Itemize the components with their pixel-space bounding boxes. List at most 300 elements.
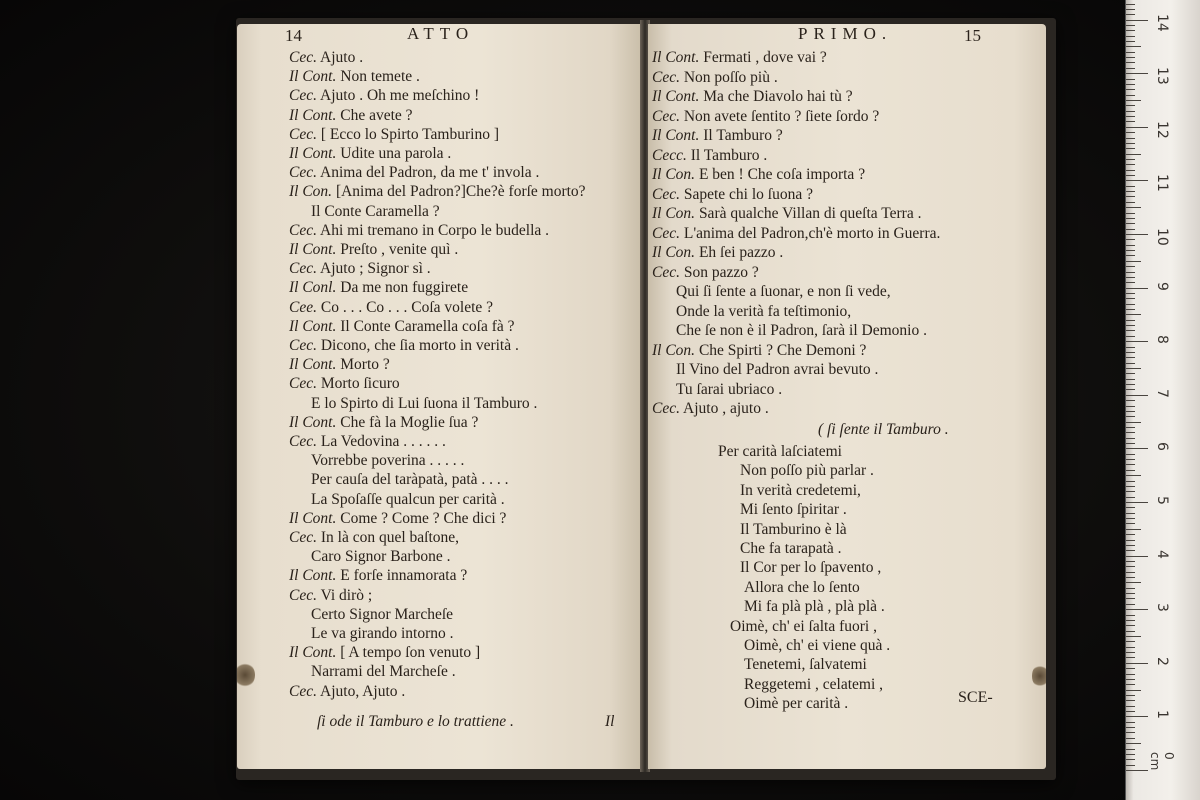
ruler-tick: [1126, 502, 1148, 503]
ruler-tick: [1126, 277, 1135, 278]
stage-direction: ſi ode il Tamburo e lo trattiene .: [317, 713, 514, 730]
ruler-tick: [1126, 239, 1135, 240]
aria-line: In verità credetemi,: [740, 481, 861, 499]
ruler-tick: [1126, 320, 1135, 321]
line-text: Che Spirti ? Che Demoni ?: [698, 341, 867, 359]
text-line: [289, 182, 586, 201]
ruler-tick: [1126, 41, 1135, 42]
text-line: [289, 278, 468, 297]
line-text: Onde la verità fa teſtimonio,: [676, 302, 852, 320]
ruler-tick: [1126, 143, 1135, 144]
line-text: [Anima del Padron?]Che?è forſe morto?: [335, 183, 586, 201]
text-line: [676, 282, 891, 301]
ruler-tick: [1126, 759, 1135, 760]
speaker-name: Cec.: [652, 68, 680, 86]
ruler-tick: [1126, 620, 1135, 621]
line-text: Il Tamburo ?: [703, 127, 783, 144]
ruler-tick: [1126, 711, 1135, 712]
line-text: Il Tamburo .: [690, 146, 768, 164]
ruler-tick: [1126, 159, 1135, 160]
ruler-tick: [1126, 400, 1135, 401]
text-line: [311, 624, 453, 643]
speaker-name: Il Con.: [652, 341, 696, 359]
text-line: [311, 662, 456, 681]
ruler-tick: [1126, 722, 1135, 723]
text-line: [311, 605, 453, 624]
ruler-number: 8: [1154, 335, 1170, 345]
aria-line: Tenetemi, ſalvatemi: [744, 656, 867, 674]
ruler-tick: [1126, 706, 1135, 707]
ruler-tick: [1126, 481, 1135, 482]
ruler-tick: [1126, 298, 1135, 299]
line-text: L'anima del Padron,ch'è morto in Guerra.: [683, 224, 941, 242]
line-text: Caro Signor Barbone .: [311, 548, 451, 566]
ruler-tick: [1126, 62, 1135, 63]
ruler-tick: [1126, 754, 1135, 755]
speaker-name: Cec.: [289, 433, 317, 450]
text-line: [652, 87, 853, 106]
ruler-tick: [1126, 336, 1135, 337]
text-line: [652, 126, 783, 145]
line-text: Che fà la Moglie ſua ?: [340, 413, 479, 431]
ruler-tick: [1126, 384, 1135, 385]
speaker-name: Il Cont.: [652, 88, 700, 105]
text-line: [652, 165, 865, 184]
line-text: Ajuto ; Signor sì .: [320, 260, 431, 278]
speaker-name: Il Cont.: [289, 567, 337, 585]
ruler-tick: [1126, 690, 1141, 691]
aria-line: Mi fa plà plà , plà plà .: [744, 598, 885, 616]
line-text: Il Vino del Padron avrai bevuto .: [676, 361, 879, 378]
speaker-name: Il Cont.: [289, 145, 337, 162]
speaker-name: Il Conl.: [289, 279, 337, 297]
ruler-tick: [1126, 223, 1135, 224]
text-line: [652, 263, 759, 282]
text-line: [289, 509, 506, 528]
line-text: Non avete ſentito ? ſiete ſordo ?: [683, 107, 880, 125]
paper-stain: [237, 662, 255, 688]
text-line: [311, 470, 509, 489]
ruler-tick: [1126, 132, 1135, 133]
ruler-tick: [1126, 770, 1148, 771]
line-text: Ajuto . Oh me meſchino !: [320, 87, 480, 105]
ruler-tick: [1126, 138, 1135, 139]
text-line: [289, 566, 467, 585]
line-text: Ajuto .: [320, 49, 364, 66]
line-text: [ Ecco lo Spirto Tamburino ]: [320, 125, 499, 143]
ruler-tick: [1126, 540, 1135, 541]
ruler-tick: [1126, 154, 1141, 155]
ruler-tick: [1126, 529, 1141, 530]
ruler-number: 6: [1154, 442, 1170, 452]
ruler-tick: [1126, 309, 1135, 310]
ruler-tick: [1126, 732, 1135, 733]
ruler-tick: [1126, 68, 1135, 69]
ruler-tick: [1126, 36, 1135, 37]
speaker-name: Cec.: [289, 164, 317, 182]
ruler-tick: [1126, 325, 1135, 326]
ruler-number: 1: [1154, 710, 1170, 720]
speaker-name: Il Cont.: [652, 127, 700, 144]
speaker-name: Cec.: [289, 682, 317, 700]
ruler-tick: [1126, 272, 1135, 273]
text-line: [289, 643, 480, 662]
ruler-tick: [1126, 545, 1135, 546]
ruler-number: 3: [1154, 603, 1170, 613]
text-line: [652, 399, 769, 418]
text-line: [289, 106, 413, 125]
ruler-tick: [1126, 432, 1135, 433]
left-page-number: 14: [285, 26, 302, 45]
line-text: La Spoſaſſe qualcun per carità .: [311, 490, 505, 508]
line-text: Vorrebbe poverina . . . . .: [311, 452, 465, 470]
ruler-tick: [1126, 765, 1135, 766]
line-text: In là con quel baſtone,: [320, 529, 460, 546]
text-line: [289, 144, 451, 163]
ruler-tick: [1126, 663, 1148, 664]
ruler-tick: [1126, 116, 1135, 117]
ruler-tick: [1126, 631, 1135, 632]
line-text: Per cauſa del taràpatà, patà . . . .: [311, 471, 509, 489]
text-line: [289, 682, 405, 701]
speaker-name: Il Cont.: [289, 413, 337, 431]
ruler-number: 11: [1154, 174, 1170, 193]
ruler-tick: [1126, 4, 1135, 5]
ruler-tick: [1126, 191, 1135, 192]
ruler-tick: [1126, 716, 1148, 717]
speaker-name: Cec.: [289, 221, 317, 239]
speaker-name: Cec.: [289, 337, 317, 354]
speaker-name: Il Con.: [652, 244, 696, 261]
text-line: [289, 336, 519, 355]
line-text: Ma che Diavolo hai tù ?: [703, 88, 853, 105]
ruler-tick: [1126, 379, 1135, 380]
text-line: [652, 224, 940, 243]
line-text: Vi dirò ;: [320, 586, 373, 604]
ruler-tick: [1126, 636, 1141, 637]
line-text: Ajuto, Ajuto .: [320, 682, 406, 700]
ruler-tick: [1126, 470, 1135, 471]
text-line: [311, 451, 464, 470]
line-text: E ben ! Che coſa importa ?: [698, 166, 866, 183]
ruler-tick: [1126, 218, 1135, 219]
ruler-tick: [1126, 598, 1135, 599]
aria-line: Reggetemi , celatemi ,: [744, 675, 884, 693]
speaker-name: Cec.: [652, 263, 680, 281]
ruler-tick: [1126, 556, 1148, 557]
ruler-tick: [1126, 513, 1135, 514]
line-text: Morto ſicuro: [320, 375, 400, 393]
ruler-tick: [1126, 170, 1135, 171]
ruler-tick: [1126, 518, 1135, 519]
ruler-tick: [1126, 25, 1135, 26]
line-text: Tu ſarai ubriaco .: [676, 380, 783, 398]
ruler-tick: [1126, 330, 1135, 331]
text-line: [311, 490, 505, 509]
ruler-tick: [1126, 609, 1148, 610]
text-line: [289, 374, 400, 393]
ruler-number: 10: [1154, 228, 1170, 246]
ruler-tick: [1126, 438, 1135, 439]
aria-line: Non poſſo più parlar .: [740, 462, 874, 480]
ruler-tick: [1126, 196, 1135, 197]
ruler-tick: [1126, 561, 1135, 562]
ruler-number: 9: [1154, 281, 1170, 291]
speaker-name: Il Cont.: [289, 241, 337, 258]
ruler-tick: [1126, 100, 1141, 101]
ruler-tick: [1126, 105, 1135, 106]
line-text: Preſto , venite quì .: [340, 241, 459, 258]
ruler-tick: [1126, 427, 1135, 428]
ruler-number: 2: [1154, 656, 1170, 666]
ruler-tick: [1126, 282, 1135, 283]
line-text: Anima del Padron, da me t' involа .: [320, 164, 540, 182]
catchword: Il: [605, 713, 615, 730]
ruler-tick: [1126, 749, 1135, 750]
speaker-name: Cecc.: [652, 146, 687, 164]
line-text: Ajuto , ajuto .: [683, 400, 769, 417]
line-text: E lo Spirto di Lui ſuona il Tamburo .: [311, 394, 538, 412]
aria-line: Oimè, ch' ei ſalta fuori ,: [730, 617, 877, 635]
ruler-tick: [1126, 668, 1135, 669]
ruler-tick: [1126, 202, 1135, 203]
catchword: SCE-: [958, 689, 993, 706]
line-text: Da me non fuggirete: [340, 279, 469, 297]
left-page: [237, 24, 642, 769]
text-line: [652, 68, 778, 87]
ruler-tick: [1126, 73, 1148, 74]
text-line: [289, 163, 539, 182]
ruler-tick: [1126, 486, 1135, 487]
measuring-ruler: [1125, 0, 1200, 800]
ruler-tick: [1126, 79, 1135, 80]
speaker-name: Il Cont.: [289, 644, 337, 662]
speaker-name: Cec.: [652, 185, 680, 203]
text-line: [289, 298, 493, 317]
text-line: [289, 432, 446, 451]
line-text: Che avete ?: [340, 106, 413, 124]
stage-direction: ( ſi ſente il Tamburo .: [818, 421, 949, 438]
ruler-tick: [1126, 523, 1135, 524]
speaker-name: Il Con.: [652, 166, 696, 183]
ruler-tick: [1126, 652, 1135, 653]
line-text: Certo Signor Marcheſe: [311, 605, 454, 623]
line-text: Udite una parola .: [340, 145, 452, 162]
speaker-name: Il Cont.: [289, 356, 337, 374]
speaker-name: Il Con.: [652, 205, 696, 222]
aria-line: Per carità laſciatemi: [718, 443, 842, 460]
ruler-tick: [1126, 352, 1135, 353]
ruler-tick: [1126, 615, 1135, 616]
ruler-tick: [1126, 475, 1141, 476]
left-head-title: ATTO: [407, 24, 475, 43]
ruler-tick: [1126, 213, 1135, 214]
ruler-tick: [1126, 255, 1135, 256]
line-text: Non temete .: [340, 68, 420, 86]
ruler-tick: [1126, 357, 1135, 358]
aria-line: Oimè per carità .: [744, 695, 849, 713]
right-head-title: PRIMO.: [798, 24, 893, 43]
ruler-tick: [1126, 186, 1135, 187]
ruler-tick: [1126, 148, 1135, 149]
speaker-name: Il Con.: [289, 183, 333, 201]
ruler-tick: [1126, 641, 1135, 642]
line-text: La Vedovina . . . . . .: [320, 433, 446, 450]
speaker-name: Cec.: [289, 375, 317, 393]
ruler-number: 13: [1154, 67, 1170, 86]
text-line: [289, 317, 515, 336]
text-line: [676, 380, 782, 399]
line-text: Le va girando intorno .: [311, 625, 454, 642]
text-line: [289, 528, 459, 547]
ruler-tick: [1126, 111, 1135, 112]
speaker-name: Cec.: [652, 400, 680, 417]
line-text: Narrami del Marcheſe .: [311, 663, 456, 681]
ruler-tick: [1126, 604, 1135, 605]
ruler-number: 7: [1154, 388, 1170, 398]
ruler-tick: [1126, 416, 1135, 417]
speaker-name: Il Cont.: [289, 106, 337, 124]
speaker-name: Cec.: [289, 49, 317, 66]
line-text: [ A tempo ſon venuto ]: [340, 644, 481, 662]
right-page: [648, 24, 1046, 769]
ruler-tick: [1126, 566, 1135, 567]
text-line: [311, 202, 440, 221]
ruler-tick: [1126, 577, 1135, 578]
line-text: Fermati , dove vai ?: [703, 49, 827, 66]
line-text: Come ? Come ? Che dici ?: [340, 509, 507, 527]
ruler-tick: [1126, 443, 1135, 444]
aria-line: Che fa tarapatà .: [740, 540, 842, 557]
ruler-tick: [1126, 314, 1141, 315]
text-line: [652, 48, 827, 67]
paper-stain: [1032, 664, 1046, 688]
ruler-tick: [1126, 20, 1148, 21]
ruler-tick: [1126, 95, 1135, 96]
right-page-number: 15: [964, 26, 981, 45]
text-line: [676, 302, 851, 321]
line-text: Sarà qualche Villan di queſta Terra .: [698, 205, 922, 222]
speaker-name: Cec.: [652, 107, 680, 125]
ruler-tick: [1126, 406, 1135, 407]
ruler-tick: [1126, 363, 1135, 364]
ruler-tick: [1126, 411, 1135, 412]
aria-line: Il Tamburino è là: [740, 520, 847, 538]
ruler-tick: [1126, 582, 1141, 583]
ruler-tick: [1126, 304, 1135, 305]
text-line: [289, 586, 372, 605]
aria-line: Mi ſento ſpiritar .: [740, 501, 847, 519]
ruler-tick: [1126, 373, 1135, 374]
ruler-tick: [1126, 389, 1135, 390]
ruler-tick: [1126, 491, 1135, 492]
ruler-tick: [1126, 459, 1135, 460]
ruler-tick: [1126, 293, 1135, 294]
ruler-tick: [1126, 46, 1141, 47]
speaker-name: Cec.: [652, 224, 680, 242]
ruler-tick: [1126, 229, 1135, 230]
speaker-name: Cee.: [289, 298, 317, 316]
ruler-tick: [1126, 395, 1148, 396]
line-text: Morto ?: [340, 356, 390, 374]
ruler-tick: [1126, 588, 1135, 589]
ruler-tick: [1126, 534, 1135, 535]
ruler-tick: [1126, 164, 1135, 165]
line-text: Eh ſei pazzo .: [698, 244, 784, 261]
text-line: [289, 86, 479, 105]
line-text: Che ſe non è il Padron, ſarà il Demonio .: [676, 322, 927, 339]
ruler-tick: [1126, 700, 1135, 701]
ruler-tick: [1126, 234, 1148, 235]
ruler-tick: [1126, 679, 1135, 680]
ruler-tick: [1126, 288, 1148, 289]
speaker-name: Il Cont.: [289, 68, 337, 86]
text-line: [289, 355, 390, 374]
line-text: E forſe innamorata ?: [340, 567, 468, 585]
ruler-tick: [1126, 497, 1135, 498]
ruler-tick: [1126, 507, 1135, 508]
ruler-unit-label: 0 cm: [1148, 752, 1176, 771]
ruler-tick: [1126, 14, 1135, 15]
ruler-tick: [1126, 9, 1135, 10]
ruler-tick: [1126, 89, 1135, 90]
speaker-name: Cec.: [289, 260, 317, 278]
text-line: [652, 107, 879, 126]
ruler-tick: [1126, 743, 1141, 744]
ruler-tick: [1126, 207, 1141, 208]
text-line: [652, 146, 767, 165]
speaker-name: Il Cont.: [652, 49, 700, 66]
ruler-number: 5: [1154, 496, 1170, 505]
ruler-tick: [1126, 180, 1148, 181]
ruler-tick: [1126, 127, 1148, 128]
text-line: [289, 240, 458, 259]
ruler-tick: [1126, 30, 1135, 31]
ruler-number: 12: [1154, 120, 1170, 139]
ruler-tick: [1126, 245, 1135, 246]
ruler-tick: [1126, 121, 1135, 122]
ruler-tick: [1126, 674, 1135, 675]
ruler-tick: [1126, 347, 1135, 348]
text-line: [652, 243, 783, 262]
speaker-name: Cec.: [289, 125, 317, 143]
ruler-tick: [1126, 727, 1135, 728]
ruler-tick: [1126, 261, 1141, 262]
aria-line: Oimè, ch' ei viene quà .: [744, 637, 891, 654]
ruler-tick: [1126, 454, 1135, 455]
text-line: [652, 204, 921, 223]
ruler-tick: [1126, 175, 1135, 176]
text-line: [676, 321, 927, 340]
ruler-tick: [1126, 448, 1148, 449]
text-line: [289, 125, 499, 144]
text-line: [311, 547, 450, 566]
line-text: Dicono, che ſia morto in verità .: [320, 337, 519, 354]
text-line: [289, 48, 363, 67]
aria-line: Il Cor per lo ſpavento ,: [740, 559, 882, 577]
line-text: Il Conte Caramella ?: [311, 202, 440, 220]
speaker-name: Cec.: [289, 586, 317, 604]
ruler-tick: [1126, 341, 1148, 342]
ruler-tick: [1126, 368, 1141, 369]
speaker-name: Il Cont.: [289, 509, 337, 527]
ruler-number: 4: [1154, 549, 1170, 559]
line-text: Sapete chi lo ſuona ?: [683, 185, 813, 203]
text-line: [652, 185, 813, 204]
text-line: [289, 221, 549, 240]
text-line: [289, 67, 420, 86]
ruler-tick: [1126, 695, 1135, 696]
